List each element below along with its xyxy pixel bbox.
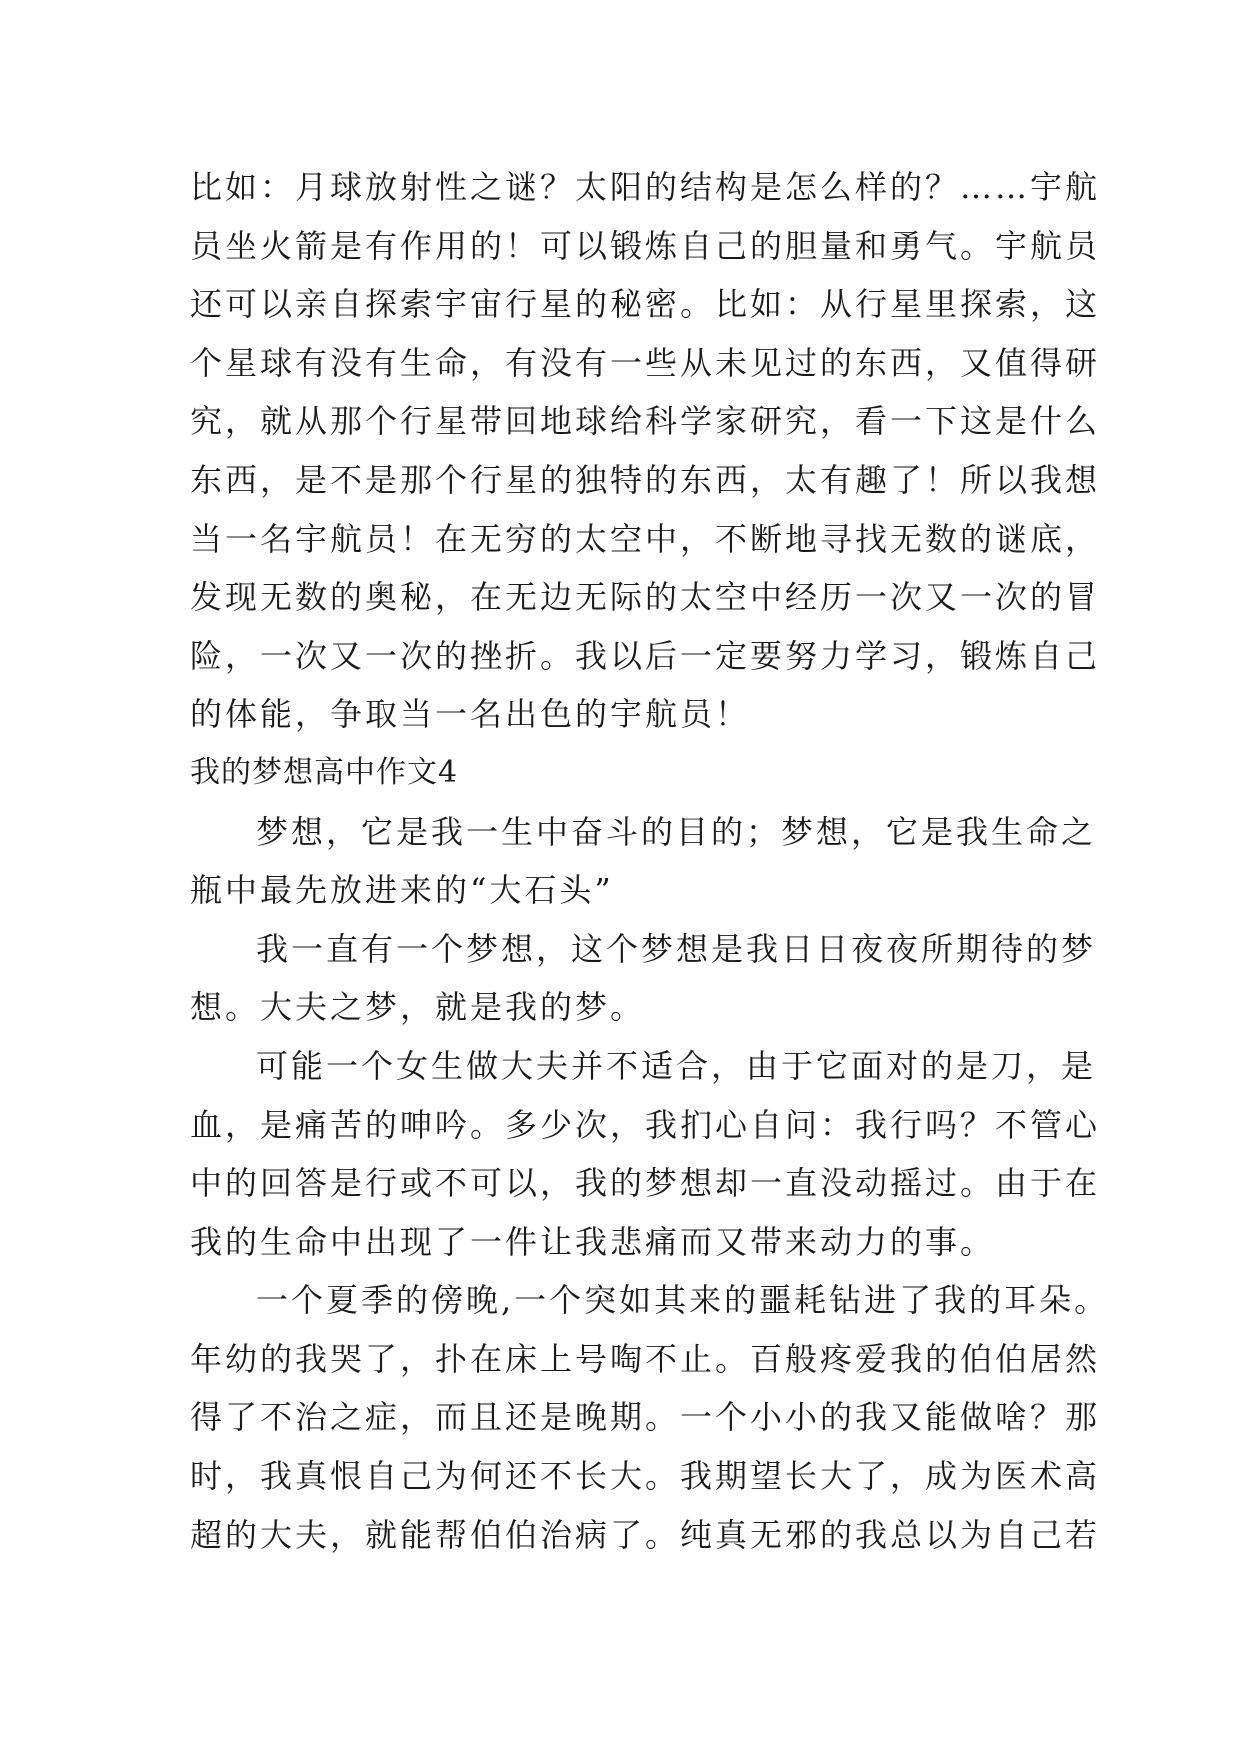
text-line: 究，就从那个行星带回地球给科学家研究，看一下这是什么 [190,402,1101,441]
text-line: 发现无数的奥秘，在无边无际的太空中经历一次又一次的冒 [190,578,1101,617]
text-line: 我的生命中出现了一件让我悲痛而又带来动力的事。 [190,1222,996,1261]
text-line: 还可以亲自探索宇宙行星的秘密。比如：从行星里探索，这 [190,285,1101,324]
paragraph-first-line: 可能一个女生做大夫并不适合，由于它面对的是刀，是 [256,1046,1097,1085]
paragraph-first-line: 梦想，它是我一生中奋斗的目的；梦想，它是我生命之 [256,812,1097,851]
text-line: 东西，是不是那个行星的独特的东西，太有趣了！所以我想 [190,460,1101,499]
text-line: 年幼的我哭了，扑在床上号啕不止。百般疼爱我的伯伯居然 [190,1339,1101,1378]
section-heading: 我的梦想高中作文4 [190,754,459,790]
essay-text [190,158,1110,1564]
text-line: 员坐火箭是有作用的！可以锻炼自己的胆量和勇气。宇航员 [190,226,1101,265]
text-line: 中的回答是行或不可以，我的梦想却一直没动摇过。由于在 [190,1164,1101,1203]
text-line: 险，一次又一次的挫折。我以后一定要努力学习，锻炼自己 [190,636,1101,675]
text-line: 个星球有没有生命，有没有一些从未见过的东西，又值得研 [190,343,1101,382]
text-line: 比如：月球放射性之谜？太阳的结构是怎么样的？……宇航 [190,168,1101,206]
paragraph-first-line: 我一直有一个梦想，这个梦想是我日日夜夜所期待的梦 [256,929,1097,968]
text-line: 想。大夫之梦，就是我的梦。 [190,988,646,1027]
text-line: 时，我真恨自己为何还不长大。我期望长大了，成为医术高 [190,1457,1101,1496]
paragraph-first-line: 一个夏季的傍晚,一个突如其来的噩耗钻进了我的耳朵。 [256,1281,1110,1320]
text-line: 当一名宇航员！在无穷的太空中，不断地寻找无数的谜底， [190,519,1101,558]
text-line: 得了不治之症，而且还是晚期。一个小小的我又能做啥？那 [190,1398,1101,1437]
text-line: 的体能，争取当一名出色的宇航员！ [190,695,751,734]
text-line: 瓶中最先放进来的“大石头” [190,871,614,910]
text-line: 超的大夫，就能帮伯伯治病了。纯真无邪的我总以为自己若 [190,1515,1101,1554]
text-line: 血，是痛苦的呻吟。多少次，我扪心自问：我行吗？不管心 [190,1105,1101,1144]
